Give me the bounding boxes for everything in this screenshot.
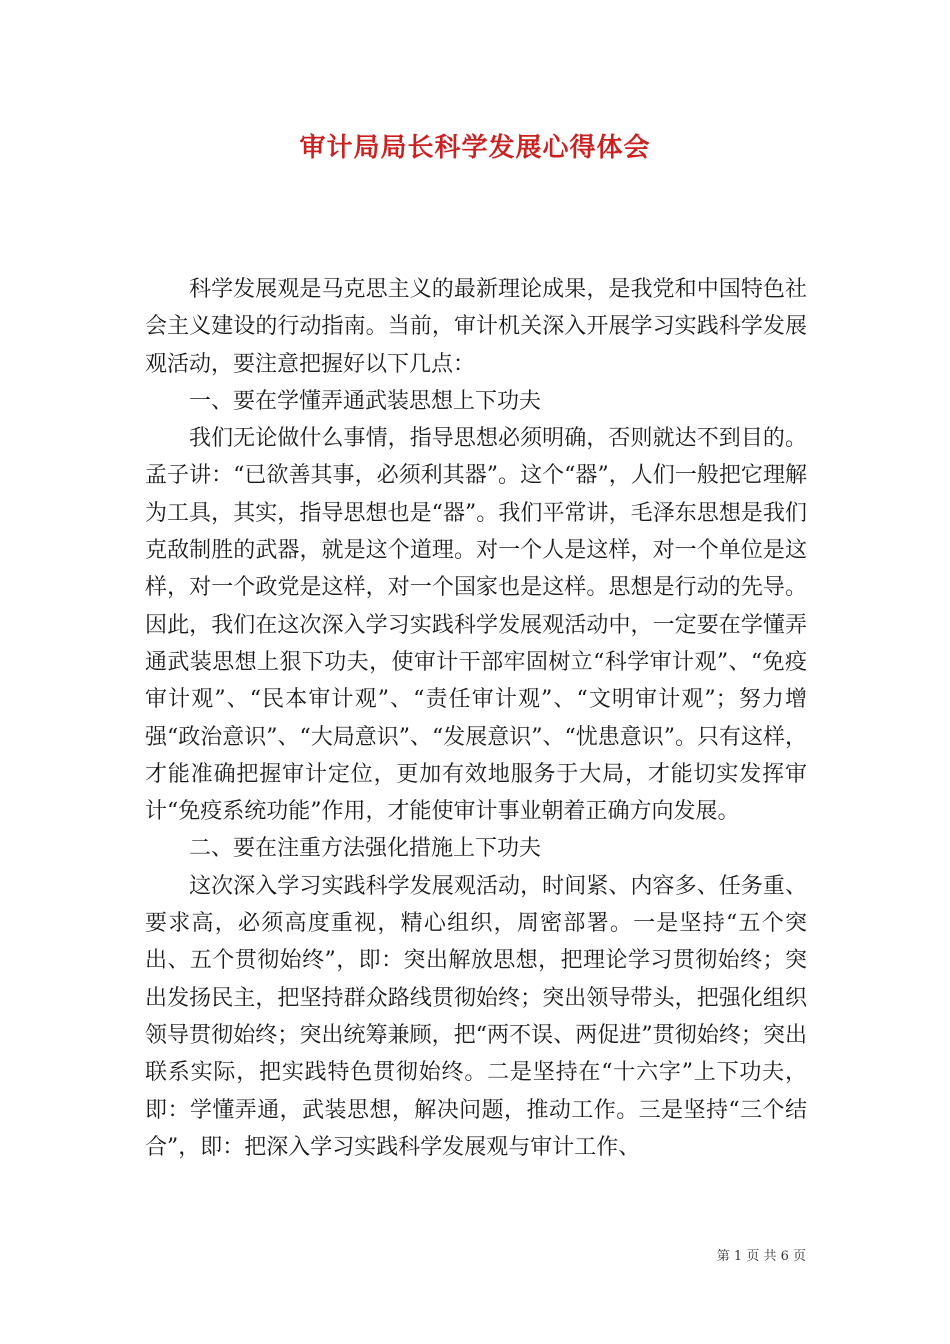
section-heading-1: 一、要在学懂弄通武装思想上下功夫 (189, 388, 542, 414)
page-number-footer: 第 1 页 共 6 页 (716, 1249, 806, 1264)
document-title: 审计局局长科学发展心得体会 (299, 133, 651, 163)
document-body (145, 271, 807, 1166)
paragraph-section-1: 我们无论做什么事情，指导思想必须明确，否则就达不到目的。孟子讲：“已欲善其事，必须利其器”。这个“器”，人们一般把它理解为工具，其实，指导思想也是“器”。我们平常讲，毛泽东思想是我们克敌制胜的武器，就是这个道理。对一个人是这样，对一个单位是这样，对一个政党是这样，对一个国家也是这样。思想是行动的先导。因此，我们在这次深入学习实践科学发展观活动中，一定要在学懂弄通武装思想上狠下功夫，使审计干部牢固树立“科学审计观”、“免疫审计观”、“民本审计观”、“责任审计观”、“文明审计观”；努力增强“政治意识”、“大局意识”、“发展意识”、“忧患意识”。只有这样，才能准确把握审计定位，更加有效地服务于大局，才能切实发挥审计“免疫系统功能”作用，才能使审计事业朝着正确方向发展。 (145, 426, 807, 825)
section-heading-2: 二、要在注重方法强化措施上下功夫 (189, 836, 542, 862)
paragraph-intro: 科学发展观是马克思主义的最新理论成果，是我党和中国特色社会主义建设的行动指南。当前，审计机关深入开展学习实践科学发展观活动，要注意把握好以下几点： (145, 277, 807, 377)
paragraph-section-2: 这次深入学习实践科学发展观活动，时间紧、内容多、任务重、要求高，必须高度重视，精心组织，周密部署。一是坚持“五个突出、五个贯彻始终”，即：突出解放思想，把理论学习贯彻始终；突出发扬民主，把坚持群众路线贯彻始终；突出领导带头，把强化组织领导贯彻始终；突出统筹兼顾，把“两不误、两促进”贯彻始终；突出联系实际，把实践特色贯彻始终。二是坚持在“十六字”上下功夫，即：学懂弄通，武装思想，解决问题，推动工作。三是坚持“三个结合”，即：把深入学习实践科学发展观与审计工作、 (145, 873, 807, 1160)
